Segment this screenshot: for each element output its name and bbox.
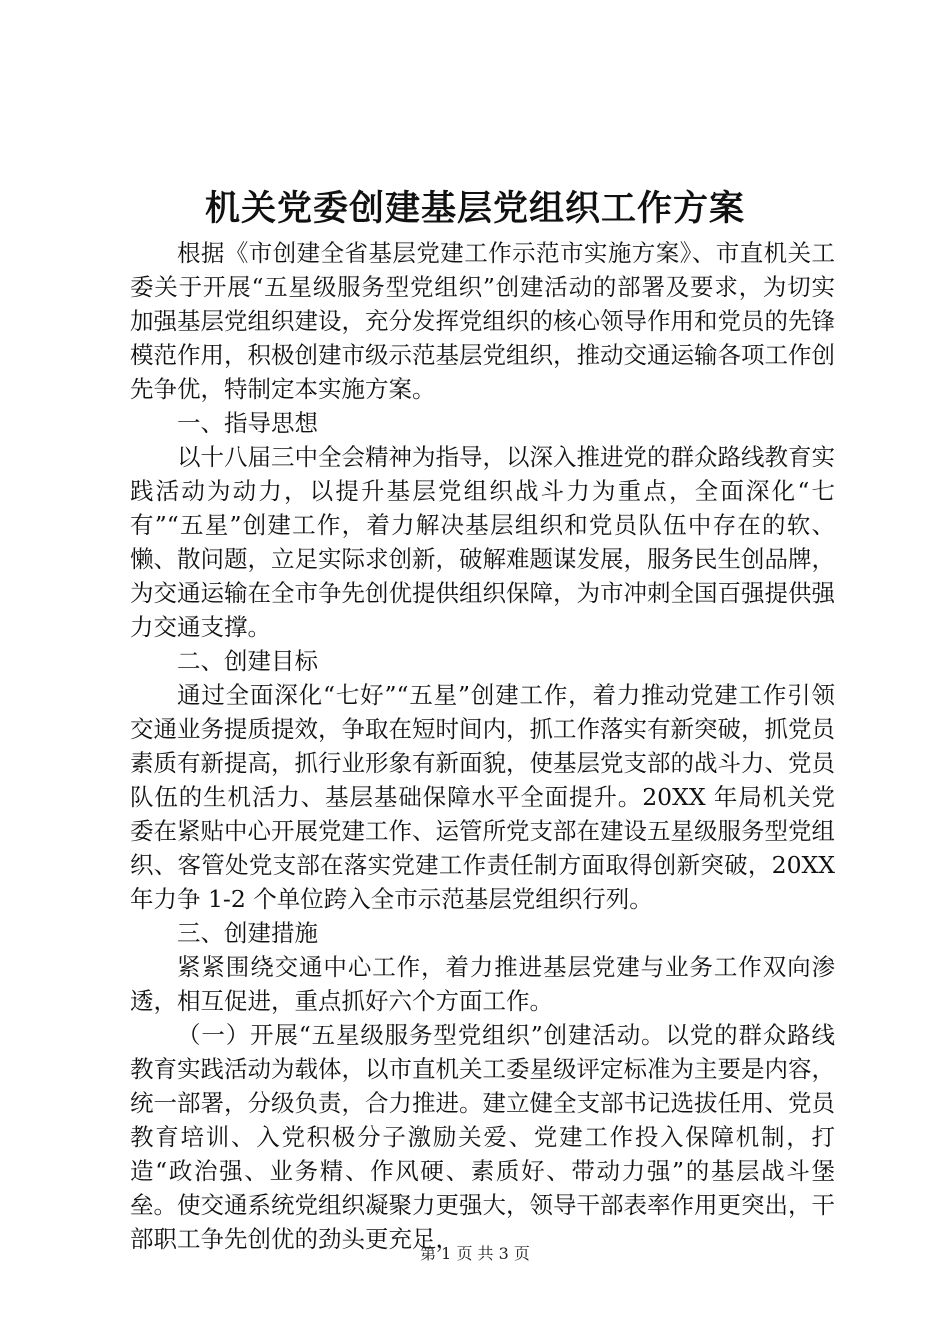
goals-paragraph: 通过全面深化“七好”“五星”创建工作，着力推动党建工作引领交通业务提质提效，争取在短时间内，抓工作落实有新突破，抓党员素质有新提高，抓行业形象有新面貌，使基层党支部的战斗力、党员队伍的生机活力、基层基础保障水平全面提升。20XX 年局机关党委在紧贴中心开展党建工作、运管所党支部在建设五星级服务型党组织、客管处党支部在落实党建工作责任制方面取得创新突破，20XX 年力争 1-2 个单位跨入全市示范基层党组织行列。: [130, 681, 835, 913]
page-footer: 第 1 页 共 3 页: [420, 1244, 530, 1263]
guiding-ideology-paragraph: 以十八届三中全会精神为指导，以深入推进党的群众路线教育实践活动为动力，以提升基层党组织战斗力为重点，全面深化“七有”“五星”创建工作，着力解决基层组织和党员队伍中存在的软、懒、散问题，立足实际求创新，破解难题谋发展，服务民生创品牌，为交通运输在全市争先创优提供组织保障，为市冲刺全国百强提供强力交通支撑。: [130, 443, 835, 641]
document-title: 机关党委创建基层党组织工作方案: [204, 188, 745, 229]
section-heading-guiding-ideology: 一、指导思想: [177, 409, 318, 437]
document-body: [130, 236, 835, 1256]
intro-paragraph: 根据《市创建全省基层党建工作示范市实施方案》、市直机关工委关于开展“五星级服务型党组织”创建活动的部署及要求，为切实加强基层党组织建设，充分发挥党组织的核心领导作用和党员的先锋模范作用，积极创建市级示范基层党组织，推动交通运输各项工作创先争优，特制定本实施方案。: [130, 239, 835, 403]
measure-one-paragraph: （一）开展“五星级服务型党组织”创建活动。以党的群众路线教育实践活动为载体，以市直机关工委星级评定标准为主要是内容，统一部署，分级负责，合力推进。建立健全支部书记选拔任用、党员教育培训、入党积极分子激励关爱、党建工作投入保障机制，打造“政治强、业务精、作风硬、素质好、带动力强”的基层战斗堡垒。使交通系统党组织凝聚力更强大，领导干部表率作用更突出，干部职工争先创优的劲头更充足，: [130, 1021, 835, 1253]
section-heading-goals: 二、创建目标: [177, 647, 318, 675]
section-heading-measures: 三、创建措施: [177, 919, 318, 947]
measures-intro-paragraph: 紧紧围绕交通中心工作，着力推进基层党建与业务工作双向渗透，相互促进，重点抓好六个方面工作。: [130, 953, 835, 1015]
